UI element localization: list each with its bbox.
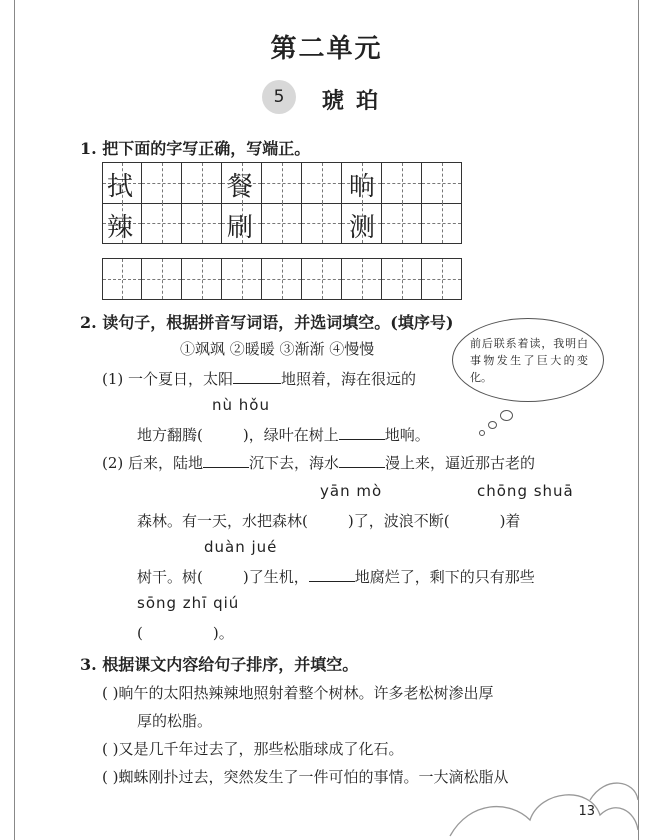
unit-title: 第二单元 <box>270 34 383 64</box>
page-number: 13 <box>578 804 595 819</box>
blank[interactable] <box>203 453 249 468</box>
grid-char: 辣 <box>107 213 134 243</box>
page-border-left <box>14 0 15 840</box>
writing-grid-row-1 <box>102 162 462 204</box>
pinyin-chong-shua: chōng shuā <box>477 482 574 500</box>
bubble-dot <box>479 430 485 436</box>
page-border-right <box>638 0 639 840</box>
pinyin-yan-mo: yān mò <box>320 482 383 500</box>
grid-char: 测 <box>349 213 376 243</box>
question-2-title: 2. 读句子，根据拼音写词语，并选词填空。(填序号) <box>80 313 454 332</box>
sentence-2-line-4: ( )。 <box>137 624 234 642</box>
grid-char: 晌 <box>349 172 376 202</box>
lesson-number-badge: 5 <box>262 80 296 114</box>
sentence-1-line-1: (1) 一个夏日，太阳 地照着，海在很远的 <box>102 370 417 388</box>
bubble-dot <box>488 421 497 429</box>
word-options: ①飒飒 ②暖暖 ③渐渐 ④慢慢 <box>180 340 375 358</box>
order-item-1[interactable]: ( )晌午的太阳热辣辣地照射着整个树林。许多老松树渗出厚 <box>102 684 494 702</box>
sentence-2-line-3: 树干。树( )了生机， 地腐烂了，剩下的只有那些 <box>137 568 535 586</box>
pinyin-nu-hou: nù hǒu <box>212 396 270 414</box>
grid-char: 餐 <box>227 172 254 202</box>
blank[interactable] <box>233 369 281 384</box>
grid-char: 拭 <box>107 172 134 202</box>
blank[interactable] <box>339 453 385 468</box>
lesson-title: 琥珀 <box>322 88 391 114</box>
blank[interactable] <box>339 425 385 440</box>
thought-bubble-text: 前后联系着读，我明白事物发生了巨大的变化。 <box>470 337 588 384</box>
writing-grid-answer[interactable] <box>102 258 462 300</box>
cloud-decoration <box>440 770 640 840</box>
pinyin-duan-jue: duàn jué <box>204 538 278 556</box>
writing-grid-row-2 <box>102 203 462 244</box>
question-1-title: 1. 把下面的字写正确，写端正。 <box>80 139 311 158</box>
pinyin-song-zhi-qiu: sōng zhī qiú <box>137 594 240 612</box>
sentence-2-line-1: (2) 后来，陆地 沉下去，海水 漫上来，逼近那古老的 <box>102 454 536 472</box>
blank[interactable] <box>309 567 355 582</box>
order-item-1-cont: 厚的松脂。 <box>137 712 213 730</box>
sentence-2-line-2: 森林。有一天，水把森林( )了，波浪不断( )着 <box>137 512 521 530</box>
question-3-title: 3. 根据课文内容给句子排序，并填空。 <box>80 655 359 674</box>
order-item-3[interactable]: ( )蜘蛛刚扑过去，突然发生了一件可怕的事情。一大滴松脂从 <box>102 768 509 786</box>
bubble-dot <box>500 410 513 421</box>
grid-char: 刷 <box>227 213 254 243</box>
sentence-1-line-2: 地方翻腾( )，绿叶在树上 地响。 <box>137 426 430 444</box>
order-item-2[interactable]: ( )又是几千年过去了，那些松脂球成了化石。 <box>102 740 404 758</box>
